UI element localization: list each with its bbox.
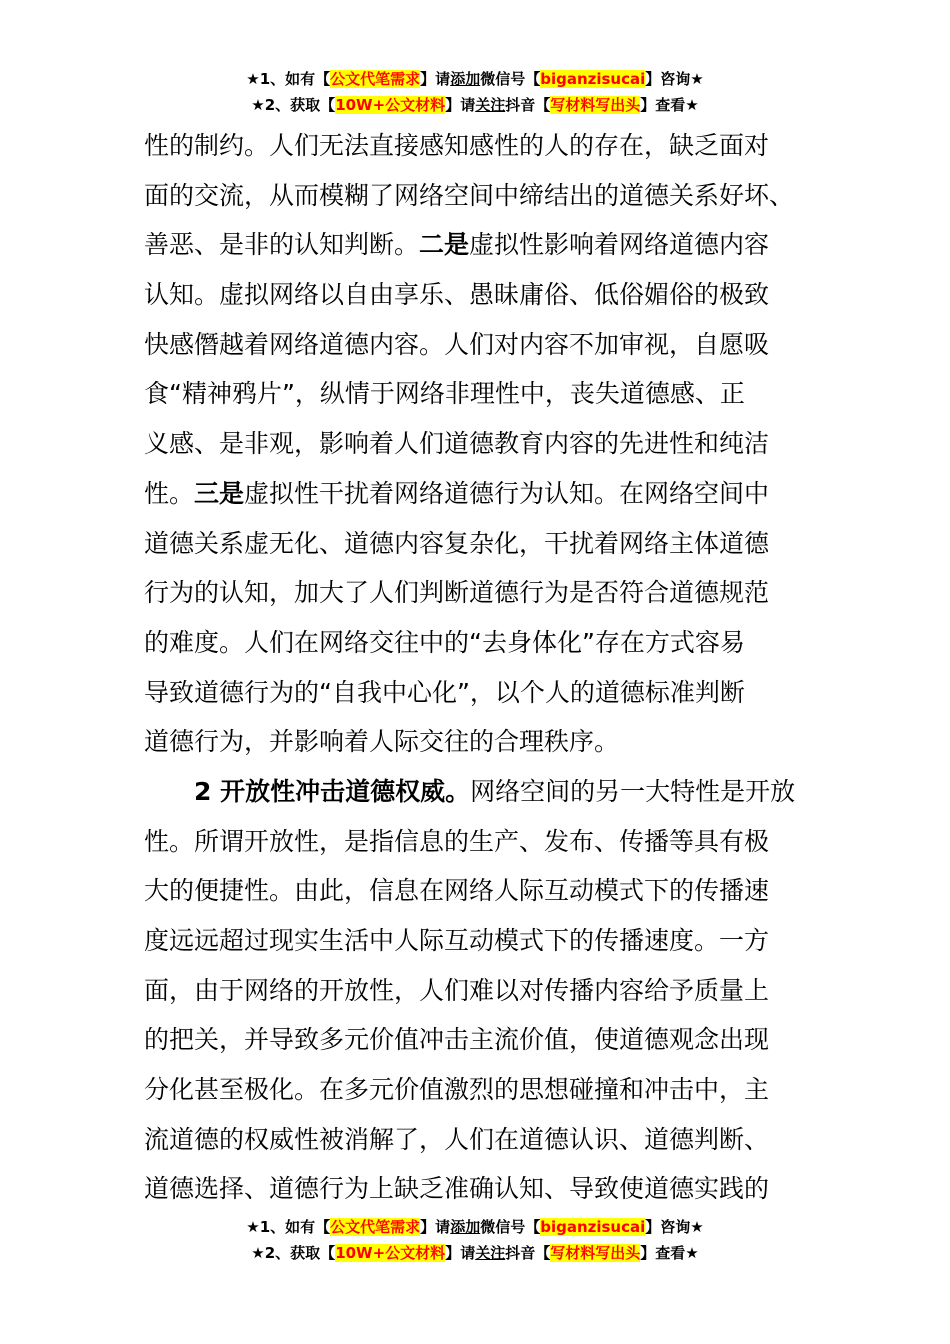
- text-line: 大的便捷性。由此，信息在网络人际互动模式下的传播速: [144, 876, 770, 906]
- banner-text: 】查看★: [640, 1244, 699, 1262]
- banner-highlight: 公文代笔需求: [330, 70, 421, 88]
- footer-banner: [0, 1214, 950, 1266]
- header-banner: [0, 66, 950, 118]
- text-line: 食“精神鸦片”，纵情于网络非理性中，丧失道德感、正: [144, 379, 745, 409]
- banner-text: 】查看★: [640, 96, 699, 114]
- text-line: 认知。虚拟网络以自由享乐、愚昧庸俗、低俗媚俗的极致: [144, 280, 770, 310]
- banner-text: 】请: [420, 70, 451, 88]
- banner-text: 抖音【: [505, 1244, 551, 1262]
- text-line: 流道德的权威性被消解了，人们在道德认识、道德判断、: [144, 1124, 770, 1154]
- text-line: 度远远超过现实生活中人际互动模式下的传播速度。一方: [144, 926, 770, 955]
- banner-highlight: 公文代笔需求: [330, 1218, 421, 1236]
- banner-line-2: [0, 92, 950, 118]
- text-line: 道德行为，并影响着人际交往的合理秩序。: [144, 727, 620, 757]
- banner-text: 】咨询★: [645, 70, 704, 88]
- text-line: [144, 469, 812, 519]
- banner-underline: 关注: [475, 96, 506, 114]
- banner-line-1: [0, 66, 950, 92]
- banner-highlight: 写材料写出头: [550, 96, 641, 114]
- text-run: 虚拟性干扰着网络道德行为认知。在网络空间中: [244, 478, 770, 508]
- text-line: [144, 767, 812, 817]
- banner-text: 微信号【: [480, 1218, 541, 1236]
- text-line: 导致道德行为的“自我中心化”，以个人的道德标准判断: [144, 677, 745, 707]
- banner-highlight: 10W+公文材料: [335, 1244, 446, 1262]
- text-run: 虚拟性影响着网络道德内容: [469, 230, 770, 260]
- text-line: [144, 220, 812, 270]
- banner-underline: 关注: [475, 1244, 506, 1262]
- banner-text: 】请: [420, 1218, 451, 1236]
- text-line: 分化甚至极化。在多元价值激烈的思想碰撞和冲击中，主: [144, 1075, 770, 1105]
- section-heading: 2 开放性冲击道德权威。: [194, 776, 471, 806]
- banner-text: 】请: [445, 1244, 476, 1262]
- banner-line-1: [0, 1214, 950, 1240]
- banner-text: ★2、获取【: [251, 96, 336, 114]
- text-line: 性的制约。人们无法直接感知感性的人的存在，缺乏面对: [144, 131, 770, 160]
- banner-text: 】请: [445, 96, 476, 114]
- text-run: 性。: [144, 478, 195, 508]
- text-line: 道德选择、道德行为上缺乏准确认知、导致使道德实践的: [144, 1174, 770, 1204]
- banner-text: ★2、获取【: [251, 1244, 336, 1262]
- text-line: 行为的认知，加大了人们判断道德行为是否符合道德规范: [144, 578, 770, 608]
- banner-text: 】咨询★: [645, 1218, 704, 1236]
- banner-text: ★1、如有【: [246, 70, 331, 88]
- banner-text: ★1、如有【: [246, 1218, 331, 1236]
- text-line: 性。所谓开放性，是指信息的生产、发布、传播等具有极: [144, 826, 770, 856]
- text-line: 的把关，并导致多元价值冲击主流价值，使道德观念出现: [144, 1025, 770, 1055]
- banner-text: 微信号【: [480, 70, 541, 88]
- paragraph-2: [144, 767, 812, 1214]
- bold-marker: 三是: [194, 478, 245, 508]
- banner-line-2: [0, 1240, 950, 1266]
- banner-highlight: biganzisucai: [540, 1218, 646, 1236]
- document-body: [144, 121, 812, 1214]
- text-line: 道德关系虚无化、道德内容复杂化，干扰着网络主体道德: [144, 528, 770, 558]
- text-line: 面，由于网络的开放性，人们难以对传播内容给予质量上: [144, 975, 770, 1005]
- text-run: 善恶、是非的认知判断。: [144, 230, 420, 260]
- banner-underline: 添加: [450, 1218, 481, 1236]
- banner-underline: 添加: [450, 70, 481, 88]
- text-line: 快感僭越着网络道德内容。人们对内容不加审视，自愿吸: [144, 329, 770, 359]
- banner-highlight: 10W+公文材料: [335, 96, 446, 114]
- bold-marker: 二是: [419, 230, 470, 260]
- text-line: 义感、是非观，影响着人们道德教育内容的先进性和纯洁: [144, 429, 770, 459]
- text-run: 网络空间的另一大特性是开放: [470, 776, 796, 806]
- banner-highlight: biganzisucai: [540, 70, 646, 88]
- text-line: 的难度。人们在网络交往中的“去身体化”存在方式容易: [144, 627, 745, 657]
- text-line: 面的交流，从而模糊了网络空间中缔结出的道德关系好坏、: [144, 180, 795, 210]
- paragraph-1: [144, 121, 812, 767]
- banner-text: 抖音【: [505, 96, 551, 114]
- banner-highlight: 写材料写出头: [550, 1244, 641, 1262]
